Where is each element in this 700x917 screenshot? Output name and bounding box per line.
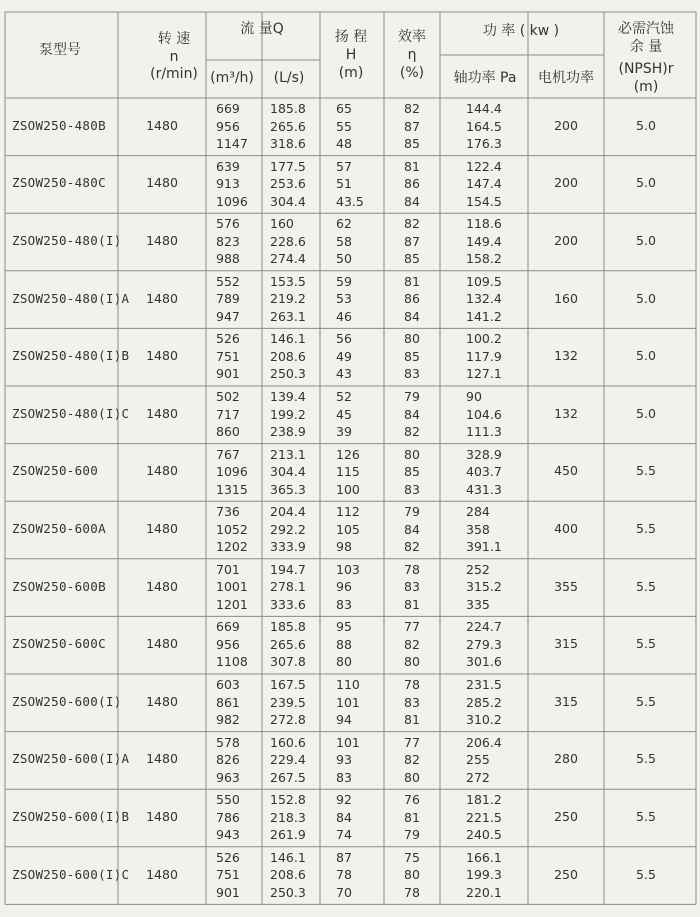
motor-power-value: 250 <box>554 866 578 882</box>
motor-power-value: 200 <box>554 175 578 191</box>
efficiency-value: 81 <box>404 809 420 825</box>
flow-ls-value: 265.6 <box>270 118 306 134</box>
shaft-power-value: 221.5 <box>466 809 502 825</box>
flow-m3h-value: 1052 <box>216 521 248 537</box>
shaft-power-value: 301.6 <box>466 654 502 670</box>
efficiency-value: 82 <box>404 636 420 652</box>
speed-value: 1480 <box>146 348 178 364</box>
head-value: 50 <box>336 251 352 267</box>
motor-power-value: 250 <box>554 809 578 824</box>
flow-ls-value: 238.9 <box>270 424 306 439</box>
pump-model: ZSOW250-600 <box>12 463 99 479</box>
head-value: 52 <box>336 389 352 404</box>
shaft-power-value: 149.4 <box>466 233 502 249</box>
flow-m3h-value: 736 <box>216 504 240 520</box>
pump-model: ZSOW250-600(I) <box>12 693 122 709</box>
flow-m3h-value: 963 <box>216 769 240 785</box>
shaft-power-value: 100.2 <box>466 331 502 347</box>
efficiency-value: 81 <box>404 273 420 289</box>
motor-power-value: 315 <box>554 693 578 709</box>
flow-m3h-value: 751 <box>216 867 240 883</box>
header-flow-title: 流 量Q <box>240 21 284 37</box>
header-eff-symbol: η <box>407 47 417 63</box>
head-value: 59 <box>336 273 352 289</box>
speed-value: 1480 <box>146 809 178 824</box>
flow-ls-value: 160 <box>270 216 294 232</box>
npsh-value: 5.0 <box>636 233 656 248</box>
flow-m3h-value: 767 <box>216 446 240 462</box>
head-value: 46 <box>336 308 352 324</box>
flow-ls-value: 219.2 <box>270 291 306 307</box>
head-value: 112 <box>336 504 360 520</box>
shaft-power-value: 240.5 <box>466 827 502 843</box>
efficiency-value: 85 <box>404 348 420 364</box>
motor-power-value: 450 <box>554 463 578 479</box>
head-value: 83 <box>336 596 352 612</box>
shaft-power-value: 284 <box>466 504 490 520</box>
shaft-power-value: 90 <box>466 389 482 404</box>
shaft-power-value: 122.4 <box>466 158 502 174</box>
shaft-power-value: 255 <box>466 752 490 768</box>
flow-ls-value: 250.3 <box>270 884 306 900</box>
flow-ls-value: 261.9 <box>270 827 306 843</box>
flow-ls-value: 218.3 <box>270 809 306 825</box>
shaft-power-value: 176.3 <box>466 136 502 151</box>
efficiency-value: 84 <box>404 521 420 537</box>
pump-model: ZSOW250-600C <box>12 636 106 652</box>
shaft-power-value: 111.3 <box>466 424 502 439</box>
efficiency-value: 77 <box>404 734 420 750</box>
flow-m3h-value: 982 <box>216 712 240 727</box>
head-value: 98 <box>336 539 352 555</box>
flow-ls-value: 160.6 <box>270 734 306 750</box>
head-value: 93 <box>336 752 352 768</box>
efficiency-value: 77 <box>404 619 420 635</box>
shaft-power-value: 147.4 <box>466 176 502 192</box>
head-value: 43.5 <box>336 193 364 209</box>
flow-m3h-value: 701 <box>216 561 240 577</box>
speed-value: 1480 <box>146 578 178 594</box>
flow-m3h-value: 901 <box>216 884 240 900</box>
efficiency-value: 81 <box>404 596 420 612</box>
flow-ls-value: 307.8 <box>270 654 306 670</box>
efficiency-value: 81 <box>404 712 420 727</box>
flow-ls-value: 304.4 <box>270 464 306 480</box>
efficiency-value: 85 <box>404 251 420 267</box>
npsh-value: 5.0 <box>636 117 656 133</box>
head-value: 43 <box>336 366 352 382</box>
head-value: 126 <box>336 446 360 462</box>
efficiency-value: 83 <box>404 579 420 595</box>
head-value: 96 <box>336 579 352 595</box>
efficiency-value: 82 <box>404 101 420 116</box>
shaft-power-value: 166.1 <box>466 849 502 865</box>
efficiency-value: 84 <box>404 193 420 209</box>
header-speed-symbol: n <box>169 49 179 65</box>
flow-m3h-value: 826 <box>216 752 240 768</box>
header-eff-title: 效率 <box>398 29 426 45</box>
head-value: 100 <box>336 481 360 497</box>
efficiency-value: 83 <box>404 694 420 710</box>
speed-value: 1480 <box>146 175 178 191</box>
shaft-power-value: 328.9 <box>466 446 502 462</box>
flow-ls-value: 152.8 <box>270 792 306 808</box>
flow-ls-value: 263.1 <box>270 308 306 324</box>
efficiency-value: 85 <box>404 136 420 151</box>
head-value: 84 <box>336 809 352 825</box>
shaft-power-value: 310.2 <box>466 712 502 727</box>
shaft-power-value: 199.3 <box>466 867 502 883</box>
flow-ls-value: 274.4 <box>270 251 306 267</box>
head-value: 105 <box>336 521 360 537</box>
flow-m3h-value: 1096 <box>216 193 248 209</box>
flow-ls-value: 228.6 <box>270 233 306 249</box>
header-head-symbol: H <box>345 47 357 63</box>
efficiency-value: 84 <box>404 406 420 422</box>
flow-m3h-value: 823 <box>216 233 240 249</box>
shaft-power-value: 118.6 <box>466 216 502 232</box>
motor-power-value: 280 <box>554 751 578 767</box>
flow-ls-value: 267.5 <box>270 769 306 785</box>
head-value: 51 <box>336 176 352 192</box>
shaft-power-value: 141.2 <box>466 308 502 324</box>
head-value: 101 <box>336 694 360 710</box>
efficiency-value: 79 <box>404 389 420 404</box>
head-value: 53 <box>336 291 352 307</box>
shaft-power-value: 231.5 <box>466 677 502 692</box>
flow-ls-value: 213.1 <box>270 446 306 462</box>
head-value: 74 <box>336 827 352 843</box>
head-value: 62 <box>336 216 352 232</box>
flow-m3h-value: 1315 <box>216 481 248 497</box>
header-npsh-line2: 余 量 <box>629 39 663 55</box>
head-value: 83 <box>336 769 352 785</box>
flow-m3h-value: 578 <box>216 734 240 750</box>
head-value: 101 <box>336 734 360 750</box>
npsh-value: 5.5 <box>636 809 656 824</box>
flow-m3h-value: 550 <box>216 792 240 808</box>
flow-m3h-value: 786 <box>216 809 240 825</box>
header-head-title: 扬 程 <box>334 29 368 45</box>
header-speed-title: 转 速 <box>157 31 191 47</box>
head-value: 110 <box>336 677 360 692</box>
npsh-value: 5.5 <box>636 866 656 882</box>
header-speed-unit: (r/min) <box>150 66 198 82</box>
flow-ls-value: 199.2 <box>270 406 306 422</box>
npsh-value: 5.5 <box>636 463 656 479</box>
pump-model: ZSOW250-480B <box>12 117 106 133</box>
shaft-power-value: 154.5 <box>466 193 502 209</box>
flow-ls-value: 146.1 <box>270 849 306 865</box>
speed-value: 1480 <box>146 521 178 536</box>
flow-m3h-value: 956 <box>216 636 240 652</box>
flow-m3h-value: 988 <box>216 251 240 267</box>
npsh-value: 5.0 <box>636 405 656 421</box>
efficiency-value: 80 <box>404 867 420 883</box>
header-npsh-line4: (m) <box>633 79 659 95</box>
flow-ls-value: 185.8 <box>270 619 306 635</box>
efficiency-value: 80 <box>404 769 420 785</box>
flow-m3h-value: 1096 <box>216 464 248 480</box>
shaft-power-value: 144.4 <box>466 101 502 116</box>
flow-ls-value: 365.3 <box>270 481 306 497</box>
pump-model: ZSOW250-600A <box>12 521 106 536</box>
head-value: 48 <box>336 136 352 151</box>
shaft-power-value: 117.9 <box>466 348 502 364</box>
efficiency-value: 82 <box>404 539 420 555</box>
shaft-power-value: 109.5 <box>466 273 502 289</box>
shaft-power-value: 181.2 <box>466 792 502 808</box>
flow-ls-value: 272.8 <box>270 712 306 727</box>
pump-model: ZSOW250-480(I)A <box>12 290 130 306</box>
header-shaft-power: 轴功率 Pa <box>453 70 517 86</box>
head-value: 87 <box>336 849 352 865</box>
flow-m3h-value: 956 <box>216 118 240 134</box>
pump-model: ZSOW250-480(I)B <box>12 348 130 364</box>
flow-ls-value: 250.3 <box>270 366 306 382</box>
motor-power-value: 355 <box>554 578 578 594</box>
head-value: 49 <box>336 348 352 364</box>
efficiency-value: 80 <box>404 331 420 347</box>
head-value: 65 <box>336 101 352 116</box>
shaft-power-value: 315.2 <box>466 579 502 595</box>
head-value: 115 <box>336 464 360 480</box>
motor-power-value: 132 <box>554 405 578 421</box>
flow-ls-value: 153.5 <box>270 273 306 289</box>
efficiency-value: 87 <box>404 233 420 249</box>
flow-m3h-value: 947 <box>216 308 240 324</box>
efficiency-value: 83 <box>404 481 420 497</box>
pump-model: ZSOW250-600(I)C <box>12 866 130 882</box>
flow-ls-value: 304.4 <box>270 193 306 209</box>
speed-value: 1480 <box>146 866 178 882</box>
flow-m3h-value: 943 <box>216 827 240 843</box>
head-value: 39 <box>336 424 352 439</box>
speed-value: 1480 <box>146 636 178 652</box>
efficiency-value: 76 <box>404 792 420 808</box>
efficiency-value: 80 <box>404 654 420 670</box>
flow-ls-value: 208.6 <box>270 867 306 883</box>
header-power-title: 功 率 ( kw ) <box>482 23 560 39</box>
efficiency-value: 82 <box>404 752 420 768</box>
speed-value: 1480 <box>146 117 178 133</box>
flow-ls-value: 333.9 <box>270 539 306 555</box>
pump-model: ZSOW250-600(I)A <box>12 751 130 767</box>
motor-power-value: 200 <box>554 117 578 133</box>
npsh-value: 5.5 <box>636 521 656 536</box>
pump-model: ZSOW250-480(I)C <box>12 405 130 421</box>
efficiency-value: 85 <box>404 464 420 480</box>
efficiency-value: 78 <box>404 884 420 900</box>
shaft-power-value: 272 <box>466 769 490 785</box>
header-npsh-line3: (NPSH)r <box>618 61 674 77</box>
shaft-power-value: 335 <box>466 596 490 612</box>
efficiency-value: 84 <box>404 308 420 324</box>
npsh-value: 5.5 <box>636 693 656 709</box>
shaft-power-value: 224.7 <box>466 619 502 635</box>
header-motor-power: 电机功率 <box>538 70 594 86</box>
npsh-value: 5.0 <box>636 348 656 364</box>
efficiency-value: 82 <box>404 216 420 232</box>
efficiency-value: 86 <box>404 291 420 307</box>
pump-model: ZSOW250-480(I) <box>12 233 122 248</box>
header-npsh-line1: 必需汽蚀 <box>618 21 674 37</box>
flow-ls-value: 253.6 <box>270 176 306 192</box>
speed-value: 1480 <box>146 751 178 767</box>
flow-m3h-value: 526 <box>216 849 240 865</box>
shaft-power-value: 391.1 <box>466 539 502 555</box>
head-value: 57 <box>336 158 352 174</box>
efficiency-value: 87 <box>404 118 420 134</box>
shaft-power-value: 127.1 <box>466 366 502 382</box>
shaft-power-value: 104.6 <box>466 406 502 422</box>
flow-m3h-value: 1202 <box>216 539 248 555</box>
shaft-power-value: 164.5 <box>466 118 502 134</box>
shaft-power-value: 206.4 <box>466 734 502 750</box>
speed-value: 1480 <box>146 693 178 709</box>
npsh-value: 5.5 <box>636 578 656 594</box>
header-eff-unit: (%) <box>399 65 425 81</box>
flow-m3h-value: 751 <box>216 348 240 364</box>
flow-ls-value: 239.5 <box>270 694 306 710</box>
head-value: 55 <box>336 118 352 134</box>
npsh-value: 5.0 <box>636 175 656 191</box>
shaft-power-value: 403.7 <box>466 464 502 480</box>
flow-m3h-value: 1201 <box>216 596 248 612</box>
head-value: 80 <box>336 654 352 670</box>
shaft-power-value: 252 <box>466 561 490 577</box>
flow-ls-value: 229.4 <box>270 752 306 768</box>
efficiency-value: 79 <box>404 504 420 520</box>
head-value: 92 <box>336 792 352 808</box>
motor-power-value: 315 <box>554 636 578 652</box>
flow-m3h-value: 1108 <box>216 654 248 670</box>
efficiency-value: 79 <box>404 827 420 843</box>
motor-power-value: 200 <box>554 233 578 248</box>
efficiency-value: 75 <box>404 849 420 865</box>
shaft-power-value: 220.1 <box>466 884 502 900</box>
head-value: 56 <box>336 331 352 347</box>
flow-ls-value: 167.5 <box>270 677 306 692</box>
flow-m3h-value: 1001 <box>216 579 248 595</box>
shaft-power-value: 358 <box>466 521 490 537</box>
efficiency-value: 78 <box>404 561 420 577</box>
flow-m3h-value: 669 <box>216 619 240 635</box>
flow-ls-value: 333.6 <box>270 596 306 612</box>
flow-ls-value: 292.2 <box>270 521 306 537</box>
flow-m3h-value: 861 <box>216 694 240 710</box>
flow-m3h-value: 901 <box>216 366 240 382</box>
flow-m3h-value: 639 <box>216 158 240 174</box>
header-model: 泵型号 <box>39 42 81 58</box>
efficiency-value: 80 <box>404 446 420 462</box>
efficiency-value: 83 <box>404 366 420 382</box>
header-head-unit: (m) <box>338 65 364 81</box>
head-value: 78 <box>336 867 352 883</box>
npsh-value: 5.5 <box>636 751 656 767</box>
flow-ls-value: 278.1 <box>270 579 306 595</box>
header-flow-unit-ls: (L/s) <box>273 70 305 86</box>
flow-ls-value: 185.8 <box>270 101 306 116</box>
flow-m3h-value: 669 <box>216 101 240 116</box>
npsh-value: 5.5 <box>636 636 656 652</box>
head-value: 103 <box>336 561 360 577</box>
flow-m3h-value: 913 <box>216 176 240 192</box>
motor-power-value: 400 <box>554 521 578 536</box>
flow-ls-value: 146.1 <box>270 331 306 347</box>
speed-value: 1480 <box>146 233 178 248</box>
flow-ls-value: 318.6 <box>270 136 306 151</box>
flow-m3h-value: 860 <box>216 424 240 439</box>
speed-value: 1480 <box>146 290 178 306</box>
shaft-power-value: 279.3 <box>466 636 502 652</box>
flow-m3h-value: 576 <box>216 216 240 232</box>
efficiency-value: 78 <box>404 677 420 692</box>
npsh-value: 5.0 <box>636 290 656 306</box>
speed-value: 1480 <box>146 463 178 479</box>
shaft-power-value: 431.3 <box>466 481 502 497</box>
shaft-power-value: 132.4 <box>466 291 502 307</box>
motor-power-value: 132 <box>554 348 578 364</box>
pump-model: ZSOW250-600(I)B <box>12 809 130 824</box>
shaft-power-value: 158.2 <box>466 251 502 267</box>
header-flow-unit-m3h: (m³/h) <box>210 70 254 86</box>
flow-ls-value: 194.7 <box>270 561 306 577</box>
flow-ls-value: 204.4 <box>270 504 306 520</box>
flow-ls-value: 139.4 <box>270 389 306 404</box>
pump-model: ZSOW250-480C <box>12 175 106 191</box>
head-value: 94 <box>336 712 352 727</box>
pump-model: ZSOW250-600B <box>12 578 106 594</box>
head-value: 58 <box>336 233 352 249</box>
shaft-power-value: 285.2 <box>466 694 502 710</box>
efficiency-value: 82 <box>404 424 420 439</box>
head-value: 95 <box>336 619 352 635</box>
flow-ls-value: 208.6 <box>270 348 306 364</box>
efficiency-value: 81 <box>404 158 420 174</box>
flow-ls-value: 177.5 <box>270 158 306 174</box>
motor-power-value: 160 <box>554 290 578 306</box>
speed-value: 1480 <box>146 405 178 421</box>
head-value: 88 <box>336 636 352 652</box>
flow-m3h-value: 717 <box>216 406 240 422</box>
head-value: 45 <box>336 406 352 422</box>
flow-m3h-value: 526 <box>216 331 240 347</box>
flow-m3h-value: 603 <box>216 677 240 692</box>
head-value: 70 <box>336 884 352 900</box>
flow-ls-value: 265.6 <box>270 636 306 652</box>
flow-m3h-value: 1147 <box>216 136 248 151</box>
flow-m3h-value: 789 <box>216 291 240 307</box>
flow-m3h-value: 552 <box>216 273 240 289</box>
efficiency-value: 86 <box>404 176 420 192</box>
flow-m3h-value: 502 <box>216 389 240 404</box>
